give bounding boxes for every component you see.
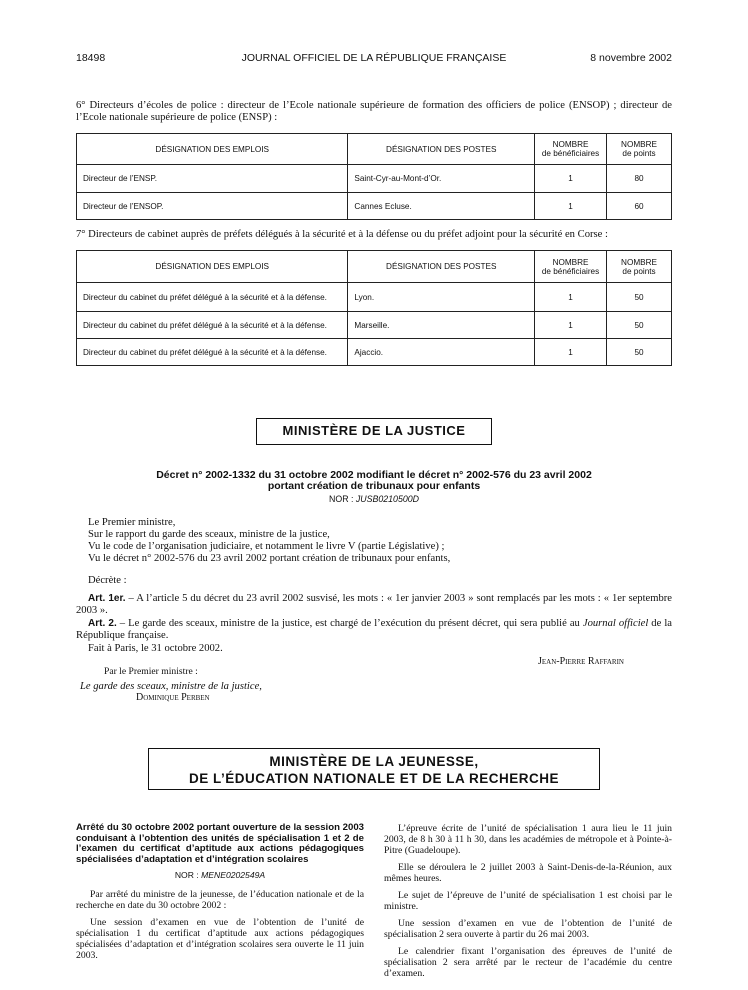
cell-poste: Marseille. — [348, 312, 535, 339]
cell-beneficiaires: 1 — [535, 339, 607, 366]
journal-title: JOURNAL OFFICIEL DE LA RÉPUBLIQUE FRANÇAISE — [241, 52, 507, 64]
arrete-paragraph: Par arrêté du ministre de la jeunesse, de l’éducation nationale et de la recherche en date du 30 octobre 2002 : — [76, 889, 364, 911]
par-le-premier-ministre: Par le Premier ministre : — [104, 666, 198, 677]
article-1 — [76, 593, 672, 617]
cell-points: 50 — [607, 312, 672, 339]
visa-line: Sur le rapport du garde des sceaux, ministre de la justice, — [88, 529, 330, 540]
article-2: Art. 2. – Le garde des sceaux, ministre de la justice, est chargé de l’exécution du présent décret, qui sera publié au Journal officiel de la République française. — [76, 618, 672, 641]
cell-poste: Lyon. — [348, 283, 535, 312]
issue-date: 8 novembre 2002 — [590, 52, 672, 64]
cell-points: 60 — [607, 193, 672, 220]
article-2-label: Art. 2. — [88, 618, 117, 629]
cell-poste: Ajaccio. — [348, 339, 535, 366]
decree-nor — [0, 494, 748, 506]
table-row — [77, 193, 672, 220]
decree-title-line-2: portant création de tribunaux pour enfants — [267, 480, 481, 492]
cell-emploi: Directeur du cabinet du préfet délégué à la sécurité et à la défense. — [77, 283, 348, 312]
visa-line: Vu le code de l’organisation judiciaire, et notamment le livre V (partie Législative) ; — [88, 541, 445, 552]
cell-points: 80 — [607, 165, 672, 193]
fait-a-paris: Fait à Paris, le 31 octobre 2002. — [88, 643, 223, 654]
article-1-text: – A l’article 5 du décret du 23 avril 2002 susvisé, les mots : « 1er janvier 2003 » sont remplacés par les mots : « 1er septembre 2003 ». — [76, 593, 672, 616]
arrete-title: Arrêté du 30 octobre 2002 portant ouverture de la session 2003 conduisant à l’obtention des unités de spécialisation 1 et 2 de l’examen du certificat d’aptitude aux actions pédagogiques spécialisées d’adaptation et d’intégration scolaires — [76, 822, 364, 865]
article-1-label: Art. 1er. — [88, 593, 126, 604]
table-row — [77, 283, 672, 312]
arrete-paragraph: Elle se déroulera le 2 juillet 2003 à Saint-Denis-de-la-Réunion, aux mêmes heures. — [384, 862, 672, 884]
table-header-row — [77, 251, 672, 283]
table-row — [77, 312, 672, 339]
arrete-paragraph: Une session d’examen en vue de l’obtention de l’unité de spécialisation 2 sera ouverte à partir du 26 mai 2003. — [384, 918, 672, 940]
col-beneficiaires: NOMBRE de bénéficiaires — [535, 134, 607, 165]
decree-title-line-1: Décret n° 2002-1332 du 31 octobre 2002 modifiant le décret n° 2002-576 du 23 avril 2002 — [156, 469, 592, 481]
col-points: NOMBRE de points — [607, 134, 672, 165]
table-row — [77, 339, 672, 366]
signature-premier-ministre: Jean-Pierre Raffarin — [538, 656, 624, 667]
cell-emploi: Directeur du cabinet du préfet délégué à la sécurité et à la défense. — [77, 339, 348, 366]
arrete-paragraph: Une session d’examen en vue de l’obtention de l’unité de spécialisation 1 du certificat d’aptitude aux actions pédagogiques spécialisées d’adaptation et d’intégration scolaires sera ouverte le 11 juin 2003. — [76, 917, 364, 961]
cell-emploi: Directeur de l’ENSP. — [77, 165, 348, 193]
arrete-paragraph: Le sujet de l’épreuve de l’unité de spécialisation 1 est choisi par le ministre. — [384, 890, 672, 912]
cell-beneficiaires: 1 — [535, 193, 607, 220]
section-7-intro: 7° Directeurs de cabinet auprès de préfets délégués à la sécurité et à la défense ou du préfet adjoint pour la sécurité en Corse : — [76, 229, 608, 240]
cell-beneficiaires: 1 — [535, 283, 607, 312]
cell-poste: Saint-Cyr-au-Mont-d’Or. — [348, 165, 535, 193]
ministere-justice-title: MINISTÈRE DE LA JUSTICE — [256, 418, 492, 445]
col-postes: DÉSIGNATION DES POSTES — [348, 251, 535, 283]
table-header-row — [77, 134, 672, 165]
cell-points: 50 — [607, 283, 672, 312]
col-emplois: DÉSIGNATION DES EMPLOIS — [77, 251, 348, 283]
cell-poste: Cannes Ecluse. — [348, 193, 535, 220]
garde-des-sceaux-title: Le garde des sceaux, ministre de la justice, — [80, 681, 262, 692]
decrete: Décrète : — [88, 575, 127, 586]
col-points: NOMBRE de points — [607, 251, 672, 283]
arrete-left-column — [76, 823, 364, 967]
table-row — [77, 165, 672, 193]
nor-code: JUSB0210500D — [355, 494, 419, 504]
visa-line: Le Premier ministre, — [88, 517, 176, 528]
arrete-paragraph: L’épreuve écrite de l’unité de spécialisation 1 aura lieu le 11 juin 2003, de 8 h 30 à 11 h 30, dans les académies de métropole et à Pointe-à-Pitre (Guadeloupe). — [384, 823, 672, 856]
col-emplois: DÉSIGNATION DES EMPLOIS — [77, 134, 348, 165]
col-beneficiaires: NOMBRE de bénéficiaires — [535, 251, 607, 283]
arrete-nor: NOR : MENE0202549A — [174, 870, 266, 880]
directeurs-cabinet-table — [76, 250, 672, 366]
cell-beneficiaires: 1 — [535, 165, 607, 193]
arrete-paragraph: Le calendrier fixant l’organisation des épreuves de l’unité de spécialisation 2 sera arrêté par le recteur de l’académie du centre d’examen. — [384, 946, 672, 979]
cell-emploi: Directeur du cabinet du préfet délégué à la sécurité et à la défense. — [77, 312, 348, 339]
ministere-education-title: MINISTÈRE DE LA JEUNESSE, DE L’ÉDUCATION NATIONALE ET DE LA RECHERCHE — [148, 748, 600, 790]
col-postes: DÉSIGNATION DES POSTES — [348, 134, 535, 165]
visa-line: Vu le décret n° 2002-576 du 23 avril 2002 portant création de tribunaux pour enfants, — [88, 553, 451, 564]
page-number: 18498 — [76, 52, 106, 64]
journal-officiel: Journal officiel — [582, 618, 649, 629]
garde-des-sceaux-signature: Dominique Perben — [136, 692, 210, 703]
cell-beneficiaires: 1 — [535, 312, 607, 339]
nor-label: NOR : — [329, 494, 354, 504]
section-6-intro: 6° Directeurs d’écoles de police : directeur de l’Ecole nationale supérieure de formation des officiers de police (ENSOP) ; directeur de l’Ecole nationale supérieure de police (ENSP) : — [76, 100, 672, 123]
arrete-right-column — [384, 823, 672, 985]
cell-points: 50 — [607, 339, 672, 366]
ecoles-police-table — [76, 133, 672, 220]
cell-emploi: Directeur de l’ENSOP. — [77, 193, 348, 220]
